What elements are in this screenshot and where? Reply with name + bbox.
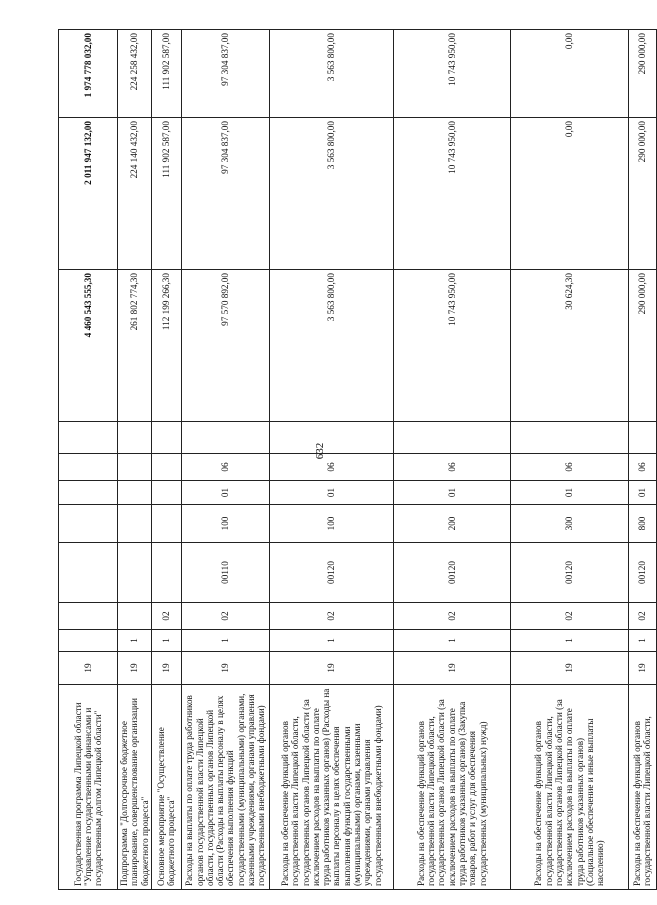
row-name: Расходы на выплаты по оплате труда работников органов государственной власти Липецкой области, государственных органов Липецкой области (Расходы на выплаты персоналу в целях обеспечения выполнения функций государственными (муниципальными) органами, казенными учреждениями, органами управления государственными внебюджетными фондами) [181,685,269,890]
table-row [181,30,269,890]
amount-col-1: 290 000,00 [628,270,656,422]
ved-code: 19 [118,652,152,685]
section-code: 1 [181,630,269,652]
code-col-6 [59,481,118,505]
code-col-7: 06 [510,454,628,481]
amount-col-3: 10 743 950,00 [393,30,510,118]
target-article-code: 00120 [393,543,510,603]
row-name: Расходы на обеспечение функций органов государственной власти Липецкой области, государственных органов Липецкой области (за исключением расходов на выплаты по оплате труда работников указанных органов) (Социальное обеспечение и иные выплаты населению) [510,685,628,890]
table-row [151,30,181,890]
code-col-8 [181,422,269,454]
code-col-6: 01 [181,481,269,505]
expense-type-code [59,505,118,543]
amount-col-1: 4 460 543 555,30 [59,270,118,422]
code-col-8 [151,422,181,454]
subsection-code: 02 [628,603,656,630]
table-row [628,30,656,890]
section-code: 1 [151,630,181,652]
code-col-7: 06 [393,454,510,481]
expense-type-code [151,505,181,543]
subsection-code: 02 [510,603,628,630]
expense-type-code [118,505,152,543]
code-col-6: 01 [269,481,393,505]
amount-col-2: 0,00 [510,118,628,270]
target-article-code: 00120 [269,543,393,603]
amount-col-1: 30 624,30 [510,270,628,422]
amount-col-2: 3 563 800,00 [269,118,393,270]
amount-col-2: 111 902 587,00 [151,118,181,270]
row-name: Подпрограмма "Долгосрочное бюджетное планирование, совершенствование организации бюджетного процесса" [118,685,152,890]
table-row [118,30,152,890]
ved-code: 19 [510,652,628,685]
subsection-code [118,603,152,630]
row-name: Государственная программа Липецкой области "Управление государственными финансами и государственным долгом Липецкой области" [59,685,118,890]
amount-col-1: 112 199 266,30 [151,270,181,422]
amount-col-1: 97 570 892,00 [181,270,269,422]
target-article-code [118,543,152,603]
subsection-code: 02 [393,603,510,630]
section-code [59,630,118,652]
ved-code: 19 [151,652,181,685]
section-code: 1 [628,630,656,652]
code-col-7: 06 [181,454,269,481]
section-code: 1 [118,630,152,652]
section-code: 1 [393,630,510,652]
row-name: Расходы на обеспечение функций органов государственной власти Липецкой области, государственных органов Липецкой области (за исключением расходов на выплаты по оплате труда работников указанных органов) (Закупка товаров, работ и услуг для обеспечения государственных (муниципальных) нужд) [393,685,510,890]
code-col-6 [151,481,181,505]
code-col-7 [151,454,181,481]
code-col-8 [510,422,628,454]
code-col-8 [628,422,656,454]
subsection-code: 02 [151,603,181,630]
code-col-7 [59,454,118,481]
amount-col-2: 290 000,00 [628,118,656,270]
code-col-7: 06 [628,454,656,481]
amount-col-2: 224 140 432,00 [118,118,152,270]
table-row [510,30,628,890]
code-col-8 [269,422,393,454]
expense-type-code: 100 [269,505,393,543]
expense-type-code: 800 [628,505,656,543]
target-article-code [151,543,181,603]
row-name: Расходы на обеспечение функций органов государственной власти Липецкой области, государственных органов Липецкой области (за исключением расходов на выплаты по оплате труда работников указанных органов) (Расходы на выплаты персоналу в целях обеспечения выполнения функций государственными (муниципальными) органами, казенными учреждениями, органами управления государственными внебюджетными фондами) [269,685,393,890]
amount-col-1: 10 743 950,00 [393,270,510,422]
target-article-code: 00120 [628,543,656,603]
code-col-6: 01 [510,481,628,505]
budget-table-body [59,30,657,890]
amount-col-1: 3 563 800,00 [269,270,393,422]
amount-col-3: 1 974 778 032,00 [59,30,118,118]
expense-type-code: 100 [181,505,269,543]
ved-code: 19 [393,652,510,685]
target-article-code: 00120 [510,543,628,603]
ved-code: 19 [628,652,656,685]
budget-table-container [58,30,653,890]
amount-col-3: 97 304 837,00 [181,30,269,118]
amount-col-2: 2 011 947 132,00 [59,118,118,270]
table-row [269,30,393,890]
code-col-8 [393,422,510,454]
ved-code: 19 [269,652,393,685]
amount-col-2: 10 743 950,00 [393,118,510,270]
table-row [393,30,510,890]
amount-col-3: 290 000,00 [628,30,656,118]
table-row [59,30,118,890]
code-col-7: 06 [269,454,393,481]
target-article-code [59,543,118,603]
target-article-code: 00110 [181,543,269,603]
amount-col-2: 97 304 837,00 [181,118,269,270]
row-name: Основное мероприятие "Осуществление бюджетного процесса" [151,685,181,890]
section-code: 1 [269,630,393,652]
expense-type-code: 300 [510,505,628,543]
ved-code: 19 [59,652,118,685]
page-number: 632 [314,442,326,460]
ved-code: 19 [181,652,269,685]
code-col-6: 01 [628,481,656,505]
section-code: 1 [510,630,628,652]
code-col-8 [118,422,152,454]
amount-col-3: 3 563 800,00 [269,30,393,118]
code-col-7 [118,454,152,481]
amount-col-1: 261 802 774,30 [118,270,152,422]
amount-col-3: 224 258 432,00 [118,30,152,118]
code-col-6: 01 [393,481,510,505]
row-name: Расходы на обеспечение функций органов государственной власти Липецкой области, [628,685,656,890]
amount-col-3: 111 902 587,00 [151,30,181,118]
amount-col-3: 0,00 [510,30,628,118]
subsection-code [59,603,118,630]
subsection-code: 02 [269,603,393,630]
expense-type-code: 200 [393,505,510,543]
subsection-code: 02 [181,603,269,630]
budget-table [58,29,657,890]
code-col-6 [118,481,152,505]
code-col-8 [59,422,118,454]
